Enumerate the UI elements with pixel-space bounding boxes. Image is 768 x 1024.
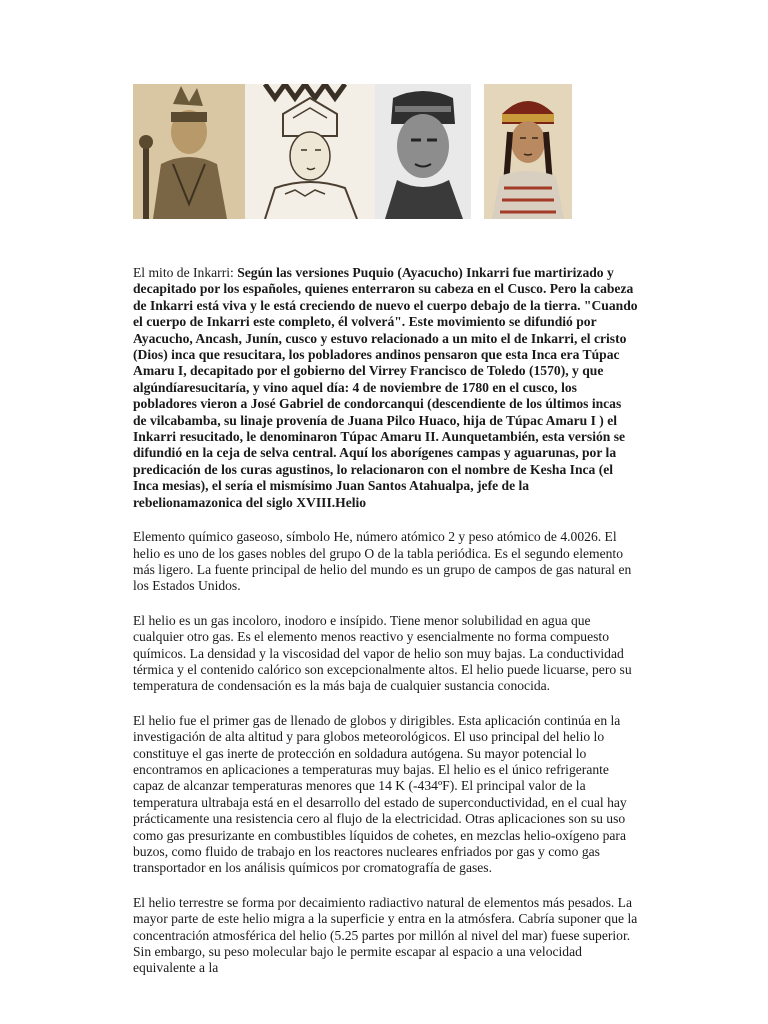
helio-uses-paragraph: El helio fue el primer gas de llenado de globos y dirigibles. Esta aplicación continúa en la investigación de alta altitud y para globos meteorológicos. El uso principal del helio lo constituye el gas inerte de protección en soldadura autógena. Su mayor potencial lo encontramos en aplicaciones a temperaturas muy bajas. El helio es el único refrigerante capaz de alcanzar temperaturas menores que 14 K (-434ºF). El principal valor de la temperatura ultrabaja está en el desarrollo del estado de superconductividad, en el cual hay prácticamente una resistencia cero al flujo de la electricidad. Otras aplicaciones son su uso como gas presurizante en combustibles líquidos de cohetes, en mezclas helio-oxígeno para buzos, como fluido de trabajo en los reactores nucleares enfriados por gas y como gas transportador en los análisis químicos por cromatografía de gases. — [133, 712, 627, 876]
portrait-strip — [133, 84, 572, 219]
helio-origin-paragraph: El helio terrestre se forma por decaimiento radiactivo natural de elementos más pesados. La mayor parte de este helio migra a la superficie y entra en la atmósfera. Cabría suponer que la concentración atmosférica del helio (5.25 partes por millón al nivel del mar) fuese superior. Sin embargo, su peso molecular bajo le permite escapar al espacio a una velocidad equivalente a la — [133, 894, 638, 976]
inkarri-lead: El mito de Inkarri: — [133, 265, 238, 280]
helio-properties-paragraph: El helio es un gas incoloro, inodoro e insípido. Tiene menor solubilidad en agua que cualquier otro gas. Es el elemento menos reactivo y esencialmente no forma compuesto químicos. La densidad y la viscosidad del vapor de helio son muy bajas. La conductividad térmica y el contenido calórico son excepcionalmente altos. El helio puede licuarse, pero su temperatura de condensación es la más baja de cualquier sustancia conocida. — [133, 612, 632, 694]
inca-portrait-painting — [484, 84, 572, 219]
inca-portrait-sketch — [245, 84, 375, 219]
inca-portrait-engraving — [133, 84, 245, 219]
document-body — [133, 265, 638, 995]
inca-portrait-bust — [375, 84, 471, 219]
helio-intro-paragraph: Elemento químico gaseoso, símbolo He, número atómico 2 y peso atómico de 4.0026. El helio es uno de los gases nobles del grupo O de la tabla periódica. Es el segundo elemento más ligero. La fuente principal de helio del mundo es un grupo de campos de gas natural en los Estados Unidos. — [133, 529, 632, 594]
inkarri-bold-text: Según las versiones Puquio (Ayacucho) Inkarri fue martirizado y decapitado por los españoles, quienes enterraron su cabeza en el Cusco. Pero la cabeza de Inkarri está viva y le está creciendo de nuevo el cuerpo debajo de la tierra. "Cuando el cuerpo de Inkarri este completo, él volverá". Este movimiento se difundió por Ayacucho, Ancash, Junín, cusco y estuvo relacionado a un mito el de Inkarri, el cristo (Dios) inca que resucitara, los pobladores andinos pensaron que esta Inca era Túpac Amaru I, decapitado por el gobierno del Virrey Francisco de Toledo (1570), y que algúndíaresucitaría, y vino aquel día: 4 de noviembre de 1780 en el cusco, los pobladores vieron a José Gabriel de condorcanqui (descendiente de los últimos incas de vilcabamba, su linaje provenía de Juana Pilco Huaco, hija de Túpac Amaru I ) el Inkarri resucitado, le denominaron Túpac Amaru II. Aunquetambién, esta versión se difundió en la ceja de selva central. Aquí los aborígenes campas y aguarunas, por la predicación de los curas agustinos, lo relacionaron con el nombre de Kesha Inca (el Inca mesias), el sería el mismísimo Juan Santos Atahualpa, jefe de la rebelionamazonica del siglo XVIII.Helio — [133, 265, 638, 510]
inkarri-paragraph — [133, 265, 638, 511]
